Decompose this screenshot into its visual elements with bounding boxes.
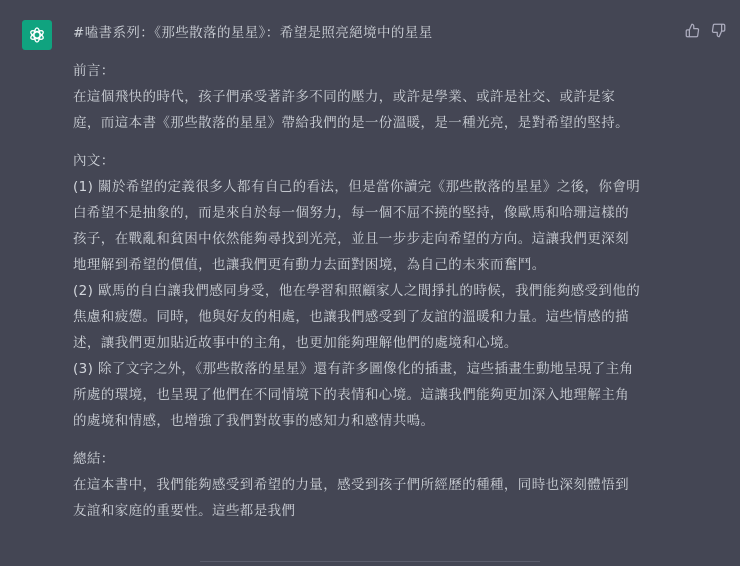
thumbs-up-button[interactable] <box>684 22 700 38</box>
thumbs-down-button[interactable] <box>710 22 726 38</box>
summary-heading: 總結： <box>73 451 115 467</box>
body-heading: 內文： <box>73 153 115 169</box>
summary-text: 在這本書中，我們能夠感受到希望的力量，感受到孩子們所經歷的種種，同時也深刻體悟到 友誼和家庭的重要性。這些都是我們 <box>73 477 629 519</box>
body-paragraph-1: (1) 關於希望的定義很多人都有自己的看法，但是當你讀完《那些散落的星星》之後，你會明 白希望不是抽象的，而是來自於每一個努力，每一個不屈不撓的堅持，像歐馬和哈珊這樣的 孩子，在戰亂和貧困中依然能夠尋找到光亮，並且一步步走向希望的方向。這讓我們更深刻 地理解到希望的價值，也讓我們更有動力去面對困境，為自己的未來而奮鬥。 <box>73 179 641 273</box>
thumbs-up-icon <box>685 23 700 38</box>
preface-heading: 前言： <box>73 63 115 79</box>
regenerate-area-edge <box>200 561 540 566</box>
preface-text: 在這個飛快的時代，孩子們承受著許多不同的壓力，或許是學業、或許是社交、或許是家 庭，而這本書《那些散落的星星》帶給我們的是一份溫暖，是一種光亮，是對希望的堅持。 <box>73 89 629 131</box>
assistant-message <box>73 20 673 524</box>
openai-logo-icon <box>26 24 48 46</box>
thumbs-down-icon <box>711 23 726 38</box>
feedback-actions <box>684 22 726 38</box>
assistant-avatar <box>22 20 52 50</box>
body-paragraph-3: (3) 除了文字之外，《那些散落的星星》還有許多圖像化的插畫，這些插畫生動地呈現了主角 所處的環境，也呈現了他們在不同情境下的表情和心境。這讓我們能夠更加深入地理解主角 的處境和情感，也增強了我們對故事的感知力和感情共鳴。 <box>73 361 634 429</box>
body-paragraph-2: (2) 歐馬的自白讓我們感同身受，他在學習和照顧家人之間掙扎的時候，我們能夠感受到他的 焦慮和疲憊。同時，他與好友的相處，也讓我們感受到了友誼的溫暖和力量。這些情感的描 述，讓我們更加貼近故事中的主角，也更加能夠理解他們的處境和心境。 <box>73 283 641 351</box>
message-title: #嗑書系列：《那些散落的星星》：希望是照亮絕境中的星星 <box>73 25 433 41</box>
